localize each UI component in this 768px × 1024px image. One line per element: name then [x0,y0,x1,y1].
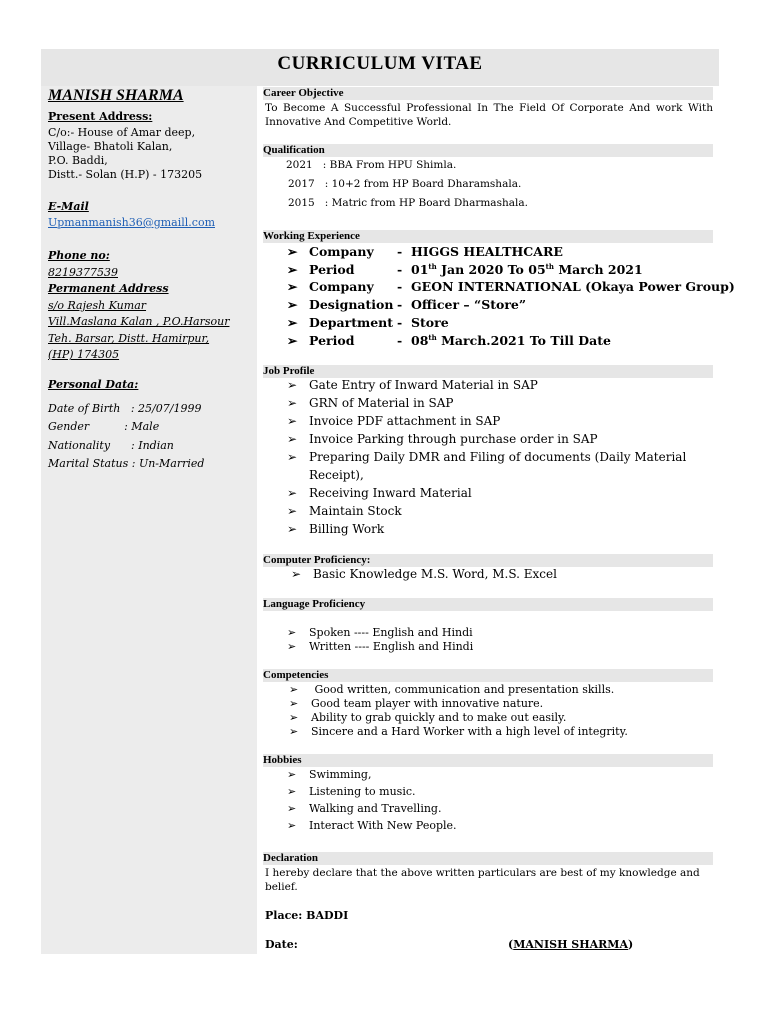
present-address-line: C/o:- House of Amar deep, [48,126,196,139]
experience-value: GEON INTERNATIONAL (Okaya Power Group) [411,279,735,294]
qualification-item: 2015 : Matric from HP Board Dharmashala. [288,197,528,209]
document-title: CURRICULUM VITAE [41,49,719,86]
hobby-item: ➢ Walking and Travelling. [287,802,442,815]
computer-proficiency-heading: Computer Proficiency: [263,554,713,567]
experience-value: 08th March.2021 To Till Date [411,333,611,348]
experience-row [287,279,735,294]
arrow-bullet-icon: ➢ [287,522,298,536]
job-profile-item: ➢ Invoice Parking through purchase order in SAP [287,432,598,446]
experience-dash: - [397,297,403,312]
arrow-bullet-icon: ➢ [291,567,302,581]
arrow-bullet-icon: ➢ [287,333,298,348]
arrow-bullet-icon: ➢ [289,711,299,724]
working-experience-heading: Working Experience [263,230,713,243]
job-profile-heading: Job Profile [263,365,713,378]
present-address-label: Present Address: [48,110,153,123]
experience-key: Designation [309,297,394,312]
computer-proficiency-item: ➢ Basic Knowledge M.S. Word, M.S. Excel [291,567,557,581]
experience-key: Company [309,244,374,259]
arrow-bullet-icon: ➢ [287,504,298,518]
arrow-bullet-icon: ➢ [287,819,297,832]
competency-item: ➢ Good written, communication and presentation skills. [289,683,615,696]
place-label: Place: BADDI [265,909,349,922]
arrow-bullet-icon: ➢ [287,396,298,410]
present-address-line: Village- Bhatoli Kalan, [48,140,173,153]
present-address-line: Distt.- Solan (H.P) - 173205 [48,168,203,181]
job-profile-item: ➢ Gate Entry of Inward Material in SAP [287,378,538,392]
competency-item: ➢ Ability to grab quickly and to make out easily. [289,711,567,724]
arrow-bullet-icon: ➢ [287,785,297,798]
experience-row [287,262,643,277]
present-address-line: P.O. Baddi, [48,154,108,167]
hobby-item: ➢ Listening to music. [287,785,416,798]
job-profile-item: ➢ Preparing Daily DMR and Filing of documents (Daily Material [287,450,687,464]
signature: (MANISH SHARMA) [508,938,634,951]
hobby-item: ➢ Interact With New People. [287,819,457,832]
email-label: E-Mail [48,200,89,213]
arrow-bullet-icon: ➢ [287,486,298,500]
experience-key: Period [309,333,355,348]
competency-item: ➢ Sincere and a Hard Worker with a high level of integrity. [289,725,628,738]
permanent-address-line: Vill.Maslana Kalan , P.O.Harsour [48,315,230,328]
arrow-bullet-icon: ➢ [289,697,299,710]
experience-dash: - [397,262,403,277]
career-objective-heading: Career Objective [263,87,713,100]
personal-nationality: Nationality : Indian [48,439,174,452]
declaration-text: I hereby declare that the above written particulars are best of my knowledge and belief. [265,867,700,893]
experience-value: HIGGS HEALTHCARE [411,244,563,259]
arrow-bullet-icon: ➢ [287,432,298,446]
permanent-address-line: Teh. Barsar, Distt. Hamirpur, [48,332,210,345]
experience-row [287,244,563,259]
date-label: Date: [265,938,298,951]
experience-dash: - [397,333,403,348]
experience-value: Store [411,315,449,330]
arrow-bullet-icon: ➢ [287,378,298,392]
job-profile-item: ➢ Maintain Stock [287,504,402,518]
experience-value: Officer – “Store” [411,297,527,312]
language-item: ➢ Written ---- English and Hindi [287,640,474,653]
arrow-bullet-icon: ➢ [289,725,299,738]
email-link[interactable]: Upmanmanish36@gmaill.com [48,216,215,229]
arrow-bullet-icon: ➢ [287,450,298,464]
job-profile-item: ➢ Billing Work [287,522,385,536]
personal-data-label: Personal Data: [48,378,139,391]
experience-row [287,315,449,330]
permanent-address-label: Permanent Address [48,282,169,295]
arrow-bullet-icon: ➢ [287,262,298,277]
competency-item: ➢ Good team player with innovative nature. [289,697,544,710]
arrow-bullet-icon: ➢ [289,683,299,696]
experience-value: 01th Jan 2020 To 05th March 2021 [411,262,643,277]
career-objective-text: To Become A Successful Professional In The Field Of Corporate And work With Innovative And Competitive World. [265,102,713,128]
experience-key: Company [309,279,374,294]
permanent-address-line: (HP) 174305 [48,348,120,361]
qualification-item: 2017 : 10+2 from HP Board Dharamshala. [288,178,522,190]
arrow-bullet-icon: ➢ [287,315,298,330]
hobby-item: ➢ Swimming, [287,768,372,781]
arrow-bullet-icon: ➢ [287,297,298,312]
job-profile-item: ➢ GRN of Material in SAP [287,396,454,410]
phone-number: 8219377539 [48,266,118,279]
qualification-heading: Qualification [263,144,713,157]
declaration-heading: Declaration [263,852,713,865]
arrow-bullet-icon: ➢ [287,768,297,781]
permanent-address-line: s/o Rajesh Kumar [48,299,147,312]
experience-key: Department [309,315,394,330]
arrow-bullet-icon: ➢ [287,414,298,428]
experience-row [287,297,526,312]
arrow-bullet-icon: ➢ [287,626,297,639]
experience-dash: - [397,244,403,259]
arrow-bullet-icon: ➢ [287,802,297,815]
experience-row [287,333,611,348]
experience-key: Period [309,262,355,277]
language-proficiency-heading: Language Proficiency [263,598,713,611]
personal-gender: Gender : Male [48,420,160,433]
phone-label: Phone no: [48,249,110,262]
personal-marital-status: Marital Status : Un-Married [48,457,205,470]
arrow-bullet-icon: ➢ [287,244,298,259]
experience-dash: - [397,279,403,294]
job-profile-item: ➢ Receiving Inward Material [287,486,472,500]
job-profile-item-cont: Receipt), [309,468,364,482]
competencies-heading: Competencies [263,669,713,682]
personal-dob: Date of Birth : 25/07/1999 [48,402,202,415]
arrow-bullet-icon: ➢ [287,279,298,294]
hobbies-heading: Hobbies [263,754,713,767]
job-profile-item: ➢ Invoice PDF attachment in SAP [287,414,501,428]
candidate-name: MANISH SHARMA [48,87,184,104]
qualification-item: 2021 : BBA From HPU Shimla. [286,159,457,171]
language-item: ➢ Spoken ---- English and Hindi [287,626,473,639]
arrow-bullet-icon: ➢ [287,640,297,653]
experience-dash: - [397,315,403,330]
